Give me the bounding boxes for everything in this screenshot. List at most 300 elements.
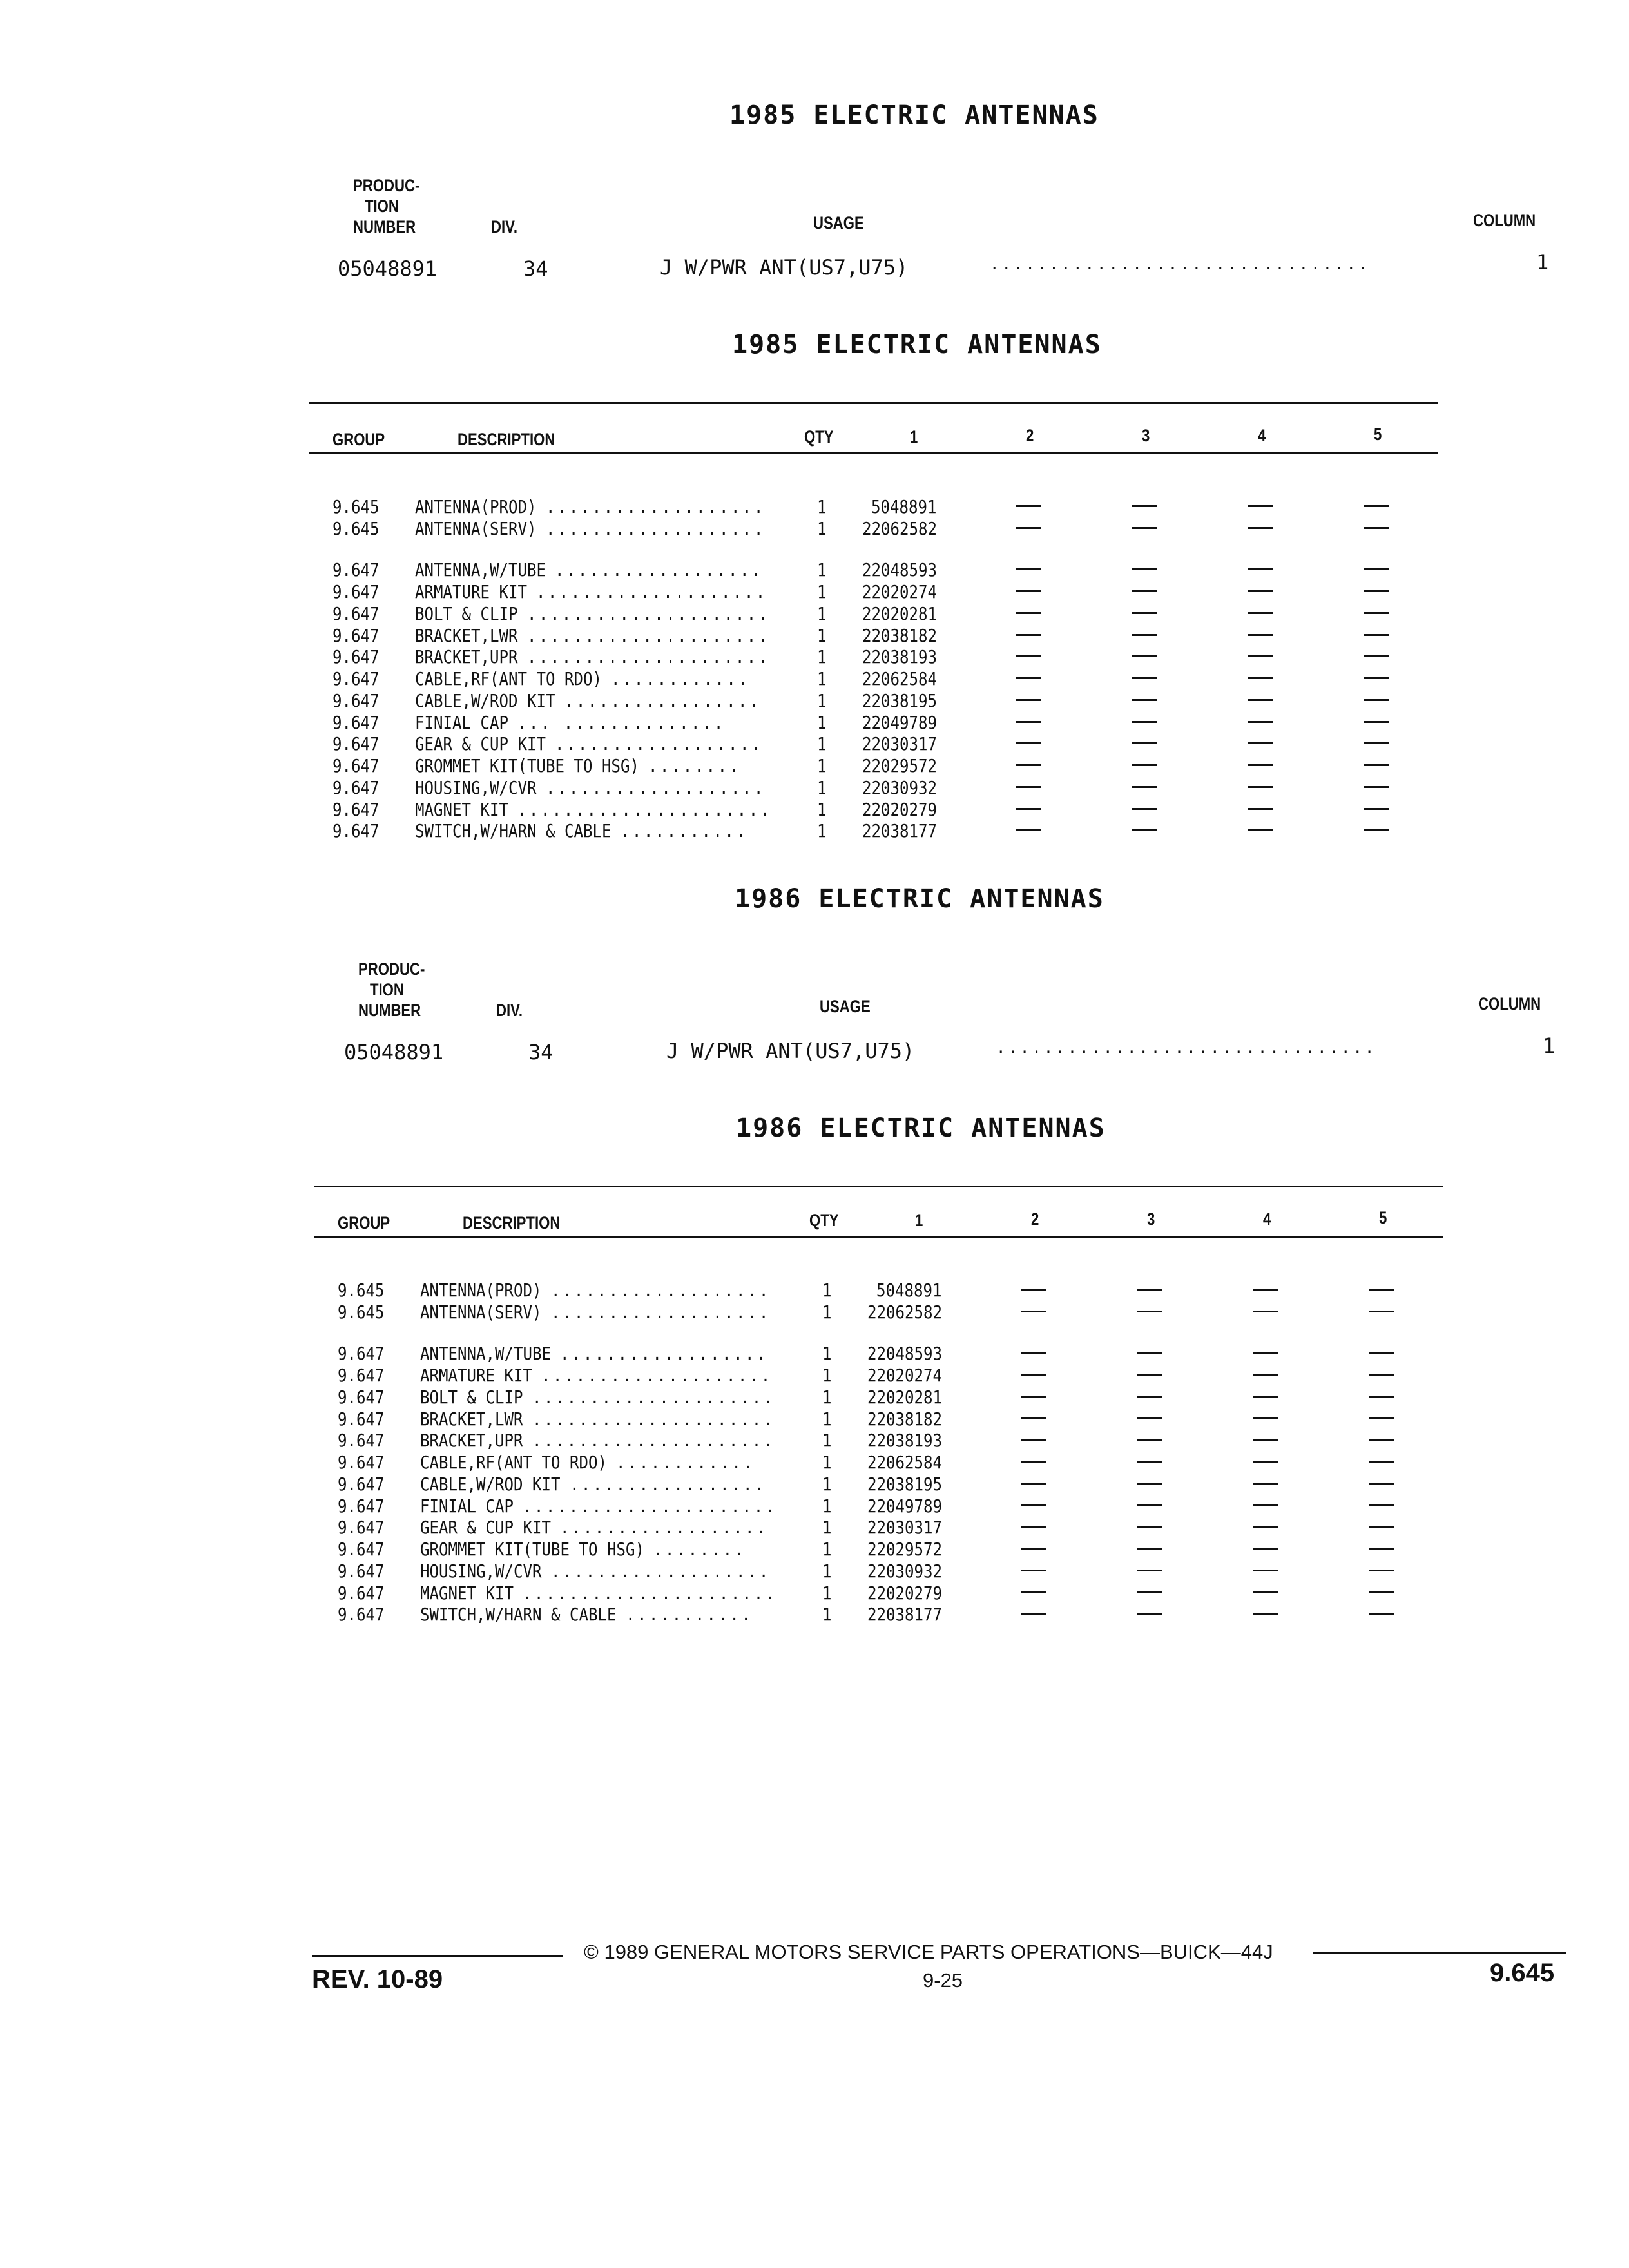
part-group: 9.647 xyxy=(338,1517,385,1538)
part-description: ANTENNA,W/TUBE xyxy=(420,1343,551,1364)
not-applicable-dash xyxy=(1137,1352,1162,1354)
part-description: SWITCH,W/HARN & CABLE xyxy=(420,1604,617,1625)
part-description: MAGNET KIT xyxy=(420,1582,514,1604)
part-description: GROMMET KIT(TUBE TO HSG) xyxy=(415,755,639,776)
part-qty: 1 xyxy=(822,1430,832,1451)
not-applicable-dash xyxy=(1369,1461,1394,1463)
part-group: 9.647 xyxy=(333,668,380,689)
section-title-1985-usage: 1985 ELECTRIC ANTENNAS xyxy=(729,101,1099,130)
part-group: 9.647 xyxy=(338,1495,385,1517)
not-applicable-dash xyxy=(1248,505,1273,507)
part-number: 5048891 xyxy=(876,1280,942,1301)
table-1986-header-col4: 4 xyxy=(1263,1209,1271,1229)
part-qty: 1 xyxy=(822,1302,832,1323)
not-applicable-dash xyxy=(1016,808,1041,810)
not-applicable-dash xyxy=(1021,1396,1046,1398)
usage-1986-number: 05048891 xyxy=(344,1040,444,1064)
part-leader-dots: .................. xyxy=(555,559,763,581)
part-qty: 1 xyxy=(817,755,827,776)
part-group: 9.647 xyxy=(338,1561,385,1582)
part-qty: 1 xyxy=(822,1343,832,1364)
part-group: 9.647 xyxy=(333,712,380,733)
part-description: BRACKET,UPR xyxy=(415,646,518,668)
not-applicable-dash xyxy=(1021,1526,1046,1528)
part-group: 9.645 xyxy=(338,1280,385,1301)
part-group: 9.647 xyxy=(333,733,380,754)
part-group: 9.647 xyxy=(333,799,380,820)
table-1985-header-col2: 2 xyxy=(1026,426,1034,445)
part-qty: 1 xyxy=(817,603,827,624)
not-applicable-dash xyxy=(1369,1374,1394,1376)
header-usage: USAGE xyxy=(813,213,864,233)
not-applicable-dash xyxy=(1364,699,1389,701)
part-leader-dots: ...................... xyxy=(523,1582,777,1604)
not-applicable-dash xyxy=(1137,1548,1162,1550)
part-leader-dots: .................. xyxy=(560,1517,768,1538)
part-qty: 1 xyxy=(817,496,827,517)
part-qty: 1 xyxy=(822,1280,832,1301)
not-applicable-dash xyxy=(1253,1374,1278,1376)
part-leader-dots: .................... xyxy=(541,1365,773,1386)
section-title-1986-usage: 1986 ELECTRIC ANTENNAS xyxy=(735,884,1104,914)
part-description: FINIAL CAP xyxy=(420,1495,514,1517)
table-1986-header-col5: 5 xyxy=(1379,1208,1387,1227)
part-leader-dots: ........ xyxy=(648,755,741,776)
not-applicable-dash xyxy=(1369,1526,1394,1528)
part-number: 22038193 xyxy=(867,1430,942,1451)
part-number: 22048593 xyxy=(867,1343,942,1364)
part-number: 22020281 xyxy=(862,603,937,624)
part-number: 22029572 xyxy=(867,1539,942,1560)
part-group: 9.647 xyxy=(333,559,380,581)
not-applicable-dash xyxy=(1016,699,1041,701)
part-leader-dots: ................. xyxy=(564,690,761,711)
part-description: CABLE,RF(ANT TO RDO) xyxy=(420,1452,607,1473)
part-description: ANTENNA(PROD) xyxy=(415,496,537,517)
not-applicable-dash xyxy=(1248,634,1273,636)
part-description: GEAR & CUP KIT xyxy=(420,1517,551,1538)
not-applicable-dash xyxy=(1132,829,1157,831)
not-applicable-dash xyxy=(1137,1613,1162,1615)
not-applicable-dash xyxy=(1248,677,1273,679)
not-applicable-dash xyxy=(1248,764,1273,766)
part-leader-dots: ............ xyxy=(616,1452,755,1473)
not-applicable-dash xyxy=(1016,505,1041,507)
part-number: 22049789 xyxy=(862,712,937,733)
part-leader-dots: ...................... xyxy=(523,1495,777,1517)
not-applicable-dash xyxy=(1253,1439,1278,1441)
not-applicable-dash xyxy=(1369,1591,1394,1593)
part-leader-dots: ..................... xyxy=(532,1408,775,1430)
table-1985-header-description: DESCRIPTION xyxy=(458,430,555,449)
part-number: 22048593 xyxy=(862,559,937,581)
not-applicable-dash xyxy=(1137,1461,1162,1463)
table-1986-header-group: GROUP xyxy=(338,1213,390,1233)
part-leader-dots: ................... xyxy=(546,518,766,539)
part-description: SWITCH,W/HARN & CABLE xyxy=(415,820,612,841)
part-group: 9.647 xyxy=(338,1539,385,1560)
table-1985-header-col1: 1 xyxy=(910,427,918,447)
part-group: 9.647 xyxy=(333,581,380,602)
part-description: GROMMET KIT(TUBE TO HSG) xyxy=(420,1539,644,1560)
part-qty: 1 xyxy=(822,1408,832,1430)
not-applicable-dash xyxy=(1021,1289,1046,1291)
not-applicable-dash xyxy=(1016,742,1041,744)
footer-copyright: © 1989 GENERAL MOTORS SERVICE PARTS OPERATIONS—BUICK—44J xyxy=(584,1941,1273,1963)
table-1986-top-rule xyxy=(314,1186,1443,1187)
table-1986-header-col3: 3 xyxy=(1147,1209,1155,1229)
part-number: 22049789 xyxy=(867,1495,942,1517)
part-qty: 1 xyxy=(822,1495,832,1517)
not-applicable-dash xyxy=(1253,1526,1278,1528)
not-applicable-dash xyxy=(1253,1396,1278,1398)
usage-1986-usage: J W/PWR ANT(US7,U75) xyxy=(666,1039,915,1063)
not-applicable-dash xyxy=(1248,699,1273,701)
not-applicable-dash xyxy=(1364,742,1389,744)
header-production-line2-1986: TION xyxy=(370,980,404,999)
part-description: BRACKET,UPR xyxy=(420,1430,523,1451)
part-number: 22030317 xyxy=(862,733,937,754)
part-group: 9.647 xyxy=(338,1430,385,1451)
not-applicable-dash xyxy=(1132,699,1157,701)
part-number: 22062584 xyxy=(867,1452,942,1473)
part-leader-dots: ................... xyxy=(551,1302,771,1323)
not-applicable-dash xyxy=(1364,721,1389,723)
header-production-line2: TION xyxy=(365,197,399,216)
not-applicable-dash xyxy=(1364,786,1389,788)
not-applicable-dash xyxy=(1016,764,1041,766)
usage-1986-column: 1 xyxy=(1543,1033,1556,1058)
part-qty: 1 xyxy=(817,777,827,798)
part-number: 22030932 xyxy=(867,1561,942,1582)
not-applicable-dash xyxy=(1253,1613,1278,1615)
table-1986-header-col1: 1 xyxy=(915,1211,923,1230)
usage-1985-column: 1 xyxy=(1536,250,1549,274)
usage-1985-leader-dots: ................................ xyxy=(990,255,1371,273)
not-applicable-dash xyxy=(1253,1311,1278,1312)
part-leader-dots: ..................... xyxy=(527,646,770,668)
part-qty: 1 xyxy=(822,1387,832,1408)
not-applicable-dash xyxy=(1137,1374,1162,1376)
not-applicable-dash xyxy=(1248,721,1273,723)
table-1985-header-col4: 4 xyxy=(1258,426,1266,445)
not-applicable-dash xyxy=(1369,1396,1394,1398)
not-applicable-dash xyxy=(1132,677,1157,679)
part-description: CABLE,W/ROD KIT xyxy=(415,690,555,711)
not-applicable-dash xyxy=(1016,786,1041,788)
not-applicable-dash xyxy=(1369,1352,1394,1354)
part-description: ARMATURE KIT xyxy=(420,1365,532,1386)
not-applicable-dash xyxy=(1253,1570,1278,1571)
part-qty: 1 xyxy=(817,799,827,820)
not-applicable-dash xyxy=(1021,1311,1046,1312)
part-number: 22020279 xyxy=(867,1582,942,1604)
part-number: 22029572 xyxy=(862,755,937,776)
part-qty: 1 xyxy=(817,733,827,754)
not-applicable-dash xyxy=(1016,527,1041,529)
part-qty: 1 xyxy=(822,1365,832,1386)
not-applicable-dash xyxy=(1253,1352,1278,1354)
not-applicable-dash xyxy=(1369,1613,1394,1615)
not-applicable-dash xyxy=(1132,590,1157,592)
part-number: 22020281 xyxy=(867,1387,942,1408)
part-leader-dots: ........... xyxy=(621,820,748,841)
not-applicable-dash xyxy=(1021,1570,1046,1571)
part-description: FINIAL CAP xyxy=(415,712,508,733)
part-qty: 1 xyxy=(822,1539,832,1560)
part-qty: 1 xyxy=(817,646,827,668)
part-description: BOLT & CLIP xyxy=(415,603,518,624)
part-number: 22030932 xyxy=(862,777,937,798)
usage-1986-leader-dots: ................................ xyxy=(996,1039,1377,1057)
part-number: 22038193 xyxy=(862,646,937,668)
header-production-line3: NUMBER xyxy=(353,217,416,236)
not-applicable-dash xyxy=(1369,1418,1394,1419)
usage-1985-usage: J W/PWR ANT(US7,U75) xyxy=(660,255,909,280)
not-applicable-dash xyxy=(1137,1591,1162,1593)
part-leader-dots: ........... xyxy=(626,1604,753,1625)
footer-page-number: 9-25 xyxy=(923,1969,963,1992)
not-applicable-dash xyxy=(1248,568,1273,570)
part-qty: 1 xyxy=(817,690,827,711)
header-usage-1986: USAGE xyxy=(820,997,871,1016)
not-applicable-dash xyxy=(1016,634,1041,636)
not-applicable-dash xyxy=(1364,655,1389,657)
not-applicable-dash xyxy=(1132,764,1157,766)
not-applicable-dash xyxy=(1021,1352,1046,1354)
part-description: ANTENNA(PROD) xyxy=(420,1280,542,1301)
part-group: 9.647 xyxy=(338,1365,385,1386)
part-group: 9.645 xyxy=(333,496,380,517)
part-description: BOLT & CLIP xyxy=(420,1387,523,1408)
not-applicable-dash xyxy=(1369,1289,1394,1291)
part-group: 9.645 xyxy=(338,1302,385,1323)
not-applicable-dash xyxy=(1248,829,1273,831)
not-applicable-dash xyxy=(1021,1418,1046,1419)
part-qty: 1 xyxy=(817,820,827,841)
not-applicable-dash xyxy=(1137,1570,1162,1571)
header-div: DIV. xyxy=(491,217,518,236)
part-leader-dots: ................... xyxy=(551,1561,771,1582)
footer-right-rule xyxy=(1313,1952,1566,1954)
part-leader-dots: ................... xyxy=(546,496,766,517)
part-leader-dots: .................... xyxy=(536,581,767,602)
not-applicable-dash xyxy=(1369,1311,1394,1312)
not-applicable-dash xyxy=(1369,1439,1394,1441)
not-applicable-dash xyxy=(1253,1483,1278,1485)
not-applicable-dash xyxy=(1132,721,1157,723)
part-qty: 1 xyxy=(822,1604,832,1625)
usage-1985-number: 05048891 xyxy=(338,256,438,281)
footer-section-number: 9.645 xyxy=(1490,1959,1555,1987)
not-applicable-dash xyxy=(1369,1504,1394,1506)
not-applicable-dash xyxy=(1364,568,1389,570)
not-applicable-dash xyxy=(1253,1289,1278,1291)
table-1985-header-rule xyxy=(309,452,1438,454)
not-applicable-dash xyxy=(1364,590,1389,592)
section-title-1985-parts: 1985 ELECTRIC ANTENNAS xyxy=(732,330,1102,360)
not-applicable-dash xyxy=(1137,1396,1162,1398)
part-leader-dots: ..................... xyxy=(527,625,770,646)
part-description: ARMATURE KIT xyxy=(415,581,527,602)
part-description: BRACKET,LWR xyxy=(415,625,518,646)
not-applicable-dash xyxy=(1132,505,1157,507)
not-applicable-dash xyxy=(1132,742,1157,744)
part-qty: 1 xyxy=(822,1452,832,1473)
usage-1986-div: 34 xyxy=(528,1040,554,1064)
part-description: MAGNET KIT xyxy=(415,799,508,820)
not-applicable-dash xyxy=(1021,1461,1046,1463)
part-qty: 1 xyxy=(822,1561,832,1582)
not-applicable-dash xyxy=(1016,655,1041,657)
part-description: BRACKET,LWR xyxy=(420,1408,523,1430)
not-applicable-dash xyxy=(1253,1548,1278,1550)
part-number: 22038177 xyxy=(862,820,937,841)
footer-left-rule xyxy=(312,1955,563,1957)
not-applicable-dash xyxy=(1132,527,1157,529)
table-1986-header-qty: QTY xyxy=(809,1211,839,1230)
not-applicable-dash xyxy=(1253,1591,1278,1593)
part-group: 9.647 xyxy=(338,1604,385,1625)
part-number: 22038195 xyxy=(867,1474,942,1495)
footer-revision: REV. 10-89 xyxy=(312,1965,443,1994)
not-applicable-dash xyxy=(1021,1504,1046,1506)
header-column-1986: COLUMN xyxy=(1478,994,1541,1014)
table-1986-header-description: DESCRIPTION xyxy=(463,1213,561,1233)
not-applicable-dash xyxy=(1248,612,1273,614)
part-number: 22020279 xyxy=(862,799,937,820)
not-applicable-dash xyxy=(1016,721,1041,723)
part-number: 22038182 xyxy=(867,1408,942,1430)
part-qty: 1 xyxy=(817,581,827,602)
part-leader-dots: ...................... xyxy=(517,799,772,820)
part-qty: 1 xyxy=(822,1582,832,1604)
part-description: ANTENNA(SERV) xyxy=(420,1302,542,1323)
part-leader-dots: .................. xyxy=(560,1343,768,1364)
part-description: CABLE,RF(ANT TO RDO) xyxy=(415,668,602,689)
not-applicable-dash xyxy=(1137,1483,1162,1485)
part-group: 9.647 xyxy=(338,1387,385,1408)
part-group: 9.647 xyxy=(333,755,380,776)
not-applicable-dash xyxy=(1132,568,1157,570)
part-group: 9.647 xyxy=(338,1408,385,1430)
part-leader-dots: ..................... xyxy=(532,1387,775,1408)
part-number: 22062582 xyxy=(867,1302,942,1323)
header-production-line3-1986: NUMBER xyxy=(358,1001,421,1020)
not-applicable-dash xyxy=(1248,808,1273,810)
not-applicable-dash xyxy=(1021,1483,1046,1485)
part-description: ANTENNA,W/TUBE xyxy=(415,559,546,581)
not-applicable-dash xyxy=(1137,1418,1162,1419)
part-qty: 1 xyxy=(817,625,827,646)
not-applicable-dash xyxy=(1016,829,1041,831)
part-number: 22038195 xyxy=(862,690,937,711)
table-1985-header-group: GROUP xyxy=(333,430,385,449)
not-applicable-dash xyxy=(1137,1504,1162,1506)
not-applicable-dash xyxy=(1364,634,1389,636)
not-applicable-dash xyxy=(1132,808,1157,810)
usage-1985-div: 34 xyxy=(523,256,548,281)
part-number: 22020274 xyxy=(867,1365,942,1386)
not-applicable-dash xyxy=(1132,655,1157,657)
header-production-line1-1986: PRODUC- xyxy=(358,959,425,979)
part-description: ANTENNA(SERV) xyxy=(415,518,537,539)
part-number: 22038177 xyxy=(867,1604,942,1625)
part-leader-dots: .................. xyxy=(555,733,763,754)
not-applicable-dash xyxy=(1369,1483,1394,1485)
part-number: 22062584 xyxy=(862,668,937,689)
part-group: 9.647 xyxy=(333,625,380,646)
part-leader-dots: ............ xyxy=(611,668,750,689)
not-applicable-dash xyxy=(1137,1289,1162,1291)
not-applicable-dash xyxy=(1253,1461,1278,1463)
not-applicable-dash xyxy=(1369,1570,1394,1571)
part-leader-dots: ... .............. xyxy=(517,712,726,733)
part-qty: 1 xyxy=(817,712,827,733)
not-applicable-dash xyxy=(1248,742,1273,744)
part-group: 9.647 xyxy=(333,603,380,624)
not-applicable-dash xyxy=(1248,655,1273,657)
part-number: 22030317 xyxy=(867,1517,942,1538)
part-group: 9.645 xyxy=(333,518,380,539)
part-leader-dots: ..................... xyxy=(532,1430,775,1451)
part-number: 22038182 xyxy=(862,625,937,646)
part-number: 22062582 xyxy=(862,518,937,539)
header-column: COLUMN xyxy=(1473,211,1536,230)
not-applicable-dash xyxy=(1016,568,1041,570)
header-production-line1: PRODUC- xyxy=(353,176,420,195)
not-applicable-dash xyxy=(1137,1439,1162,1441)
part-group: 9.647 xyxy=(333,690,380,711)
not-applicable-dash xyxy=(1253,1418,1278,1419)
not-applicable-dash xyxy=(1021,1613,1046,1615)
part-group: 9.647 xyxy=(333,646,380,668)
part-group: 9.647 xyxy=(333,820,380,841)
not-applicable-dash xyxy=(1021,1548,1046,1550)
part-number: 5048891 xyxy=(871,496,937,517)
not-applicable-dash xyxy=(1016,590,1041,592)
table-1986-header-col2: 2 xyxy=(1031,1209,1039,1229)
part-qty: 1 xyxy=(817,668,827,689)
not-applicable-dash xyxy=(1248,590,1273,592)
not-applicable-dash xyxy=(1021,1439,1046,1441)
part-leader-dots: ................... xyxy=(546,777,766,798)
part-leader-dots: ..................... xyxy=(527,603,770,624)
part-qty: 1 xyxy=(822,1474,832,1495)
part-group: 9.647 xyxy=(333,777,380,798)
not-applicable-dash xyxy=(1248,786,1273,788)
part-qty: 1 xyxy=(817,559,827,581)
not-applicable-dash xyxy=(1369,1548,1394,1550)
part-leader-dots: ................. xyxy=(570,1474,766,1495)
section-title-1986-parts: 1986 ELECTRIC ANTENNAS xyxy=(736,1113,1106,1143)
part-number: 22020274 xyxy=(862,581,937,602)
not-applicable-dash xyxy=(1016,677,1041,679)
part-leader-dots: ................... xyxy=(551,1280,771,1301)
not-applicable-dash xyxy=(1132,634,1157,636)
not-applicable-dash xyxy=(1364,505,1389,507)
header-div-1986: DIV. xyxy=(496,1001,523,1020)
not-applicable-dash xyxy=(1248,527,1273,529)
part-group: 9.647 xyxy=(338,1343,385,1364)
not-applicable-dash xyxy=(1132,612,1157,614)
part-description: CABLE,W/ROD KIT xyxy=(420,1474,561,1495)
not-applicable-dash xyxy=(1021,1591,1046,1593)
part-group: 9.647 xyxy=(338,1452,385,1473)
not-applicable-dash xyxy=(1016,612,1041,614)
part-description: GEAR & CUP KIT xyxy=(415,733,546,754)
table-1985-top-rule xyxy=(309,402,1438,404)
